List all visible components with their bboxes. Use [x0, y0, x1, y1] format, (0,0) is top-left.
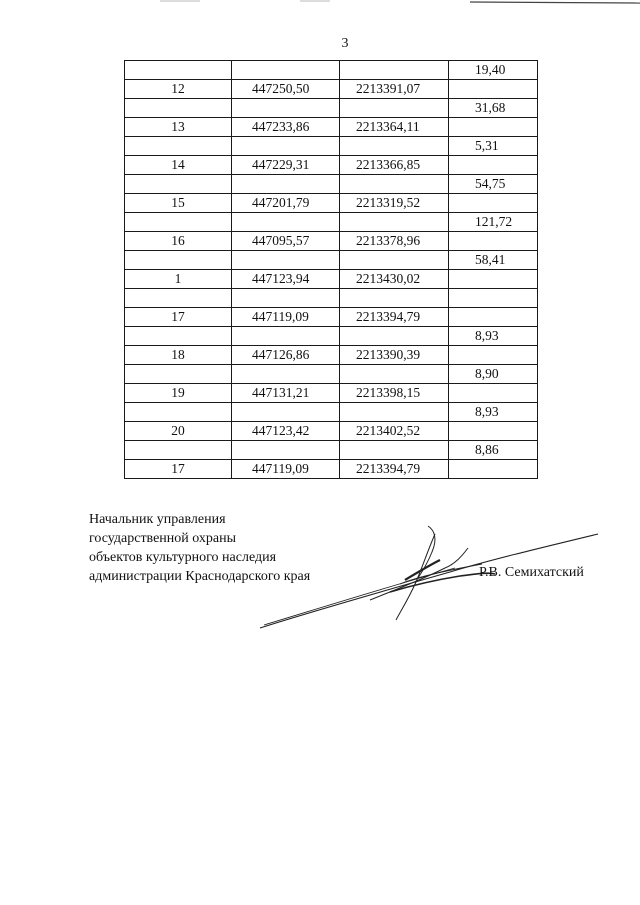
distance-cell: [449, 308, 538, 327]
point-number-cell: [125, 213, 232, 232]
distance-cell: 31,68: [449, 99, 538, 118]
distance-cell: [449, 422, 538, 441]
distance-cell: 58,41: [449, 251, 538, 270]
point-number-cell: 19: [125, 384, 232, 403]
table-row: [125, 194, 538, 213]
y-coordinate-cell: 2213364,11: [340, 118, 449, 137]
x-coordinate-cell: 447131,21: [232, 384, 340, 403]
position-line: администрации Краснодарского края: [89, 569, 311, 584]
coordinates-table: [124, 60, 538, 479]
distance-cell: 8,93: [449, 403, 538, 422]
point-number-cell: [125, 251, 232, 270]
distance-cell: 19,40: [449, 61, 538, 80]
point-number-cell: [125, 441, 232, 460]
table-row: [125, 441, 538, 460]
table-row: [125, 327, 538, 346]
distance-cell: 121,72: [449, 213, 538, 232]
distance-cell: 8,86: [449, 441, 538, 460]
point-number-cell: 13: [125, 118, 232, 137]
x-coordinate-cell: 447123,94: [232, 270, 340, 289]
x-coordinate-cell: 447095,57: [232, 232, 340, 251]
distance-cell: [449, 156, 538, 175]
y-coordinate-cell: 2213391,07: [340, 80, 449, 99]
page-number: 3: [341, 36, 349, 51]
signer-name: Р.В. Семихатский: [479, 565, 584, 580]
point-number-cell: [125, 61, 232, 80]
x-coordinate-cell: [232, 403, 340, 422]
x-coordinate-cell: [232, 61, 340, 80]
x-coordinate-cell: 447250,50: [232, 80, 340, 99]
table-row: [125, 156, 538, 175]
y-coordinate-cell: [340, 61, 449, 80]
table-row: [125, 270, 538, 289]
x-coordinate-cell: [232, 137, 340, 156]
position-line: Начальник управления: [89, 512, 226, 527]
y-coordinate-cell: [340, 365, 449, 384]
y-coordinate-cell: [340, 441, 449, 460]
distance-cell: [449, 118, 538, 137]
table-row: [125, 118, 538, 137]
x-coordinate-cell: [232, 365, 340, 384]
point-number-cell: [125, 175, 232, 194]
point-number-cell: [125, 99, 232, 118]
y-coordinate-cell: 2213402,52: [340, 422, 449, 441]
scan-artifact-marks: [0, 0, 640, 12]
point-number-cell: 16: [125, 232, 232, 251]
point-number-cell: 20: [125, 422, 232, 441]
y-coordinate-cell: [340, 213, 449, 232]
table-row: [125, 384, 538, 403]
y-coordinate-cell: 2213390,39: [340, 346, 449, 365]
table-row: [125, 175, 538, 194]
table-row: [125, 422, 538, 441]
x-coordinate-cell: 447126,86: [232, 346, 340, 365]
y-coordinate-cell: [340, 175, 449, 194]
table-row: [125, 460, 538, 479]
point-number-cell: 14: [125, 156, 232, 175]
table-row: [125, 80, 538, 99]
table-row: [125, 346, 538, 365]
x-coordinate-cell: 447123,42: [232, 422, 340, 441]
point-number-cell: 15: [125, 194, 232, 213]
x-coordinate-cell: [232, 175, 340, 194]
point-number-cell: 12: [125, 80, 232, 99]
point-number-cell: 1: [125, 270, 232, 289]
y-coordinate-cell: 2213319,52: [340, 194, 449, 213]
table-row: [125, 213, 538, 232]
y-coordinate-cell: 2213366,85: [340, 156, 449, 175]
y-coordinate-cell: 2213430,02: [340, 270, 449, 289]
x-coordinate-cell: 447229,31: [232, 156, 340, 175]
point-number-cell: [125, 365, 232, 384]
y-coordinate-cell: [340, 251, 449, 270]
table-row: [125, 137, 538, 156]
distance-cell: 5,31: [449, 137, 538, 156]
y-coordinate-cell: [340, 289, 449, 308]
y-coordinate-cell: [340, 137, 449, 156]
position-line: государственной охраны: [89, 531, 237, 546]
y-coordinate-cell: 2213378,96: [340, 232, 449, 251]
point-number-cell: 18: [125, 346, 232, 365]
table-row: [125, 61, 538, 80]
x-coordinate-cell: [232, 251, 340, 270]
table-row: [125, 403, 538, 422]
distance-cell: [449, 289, 538, 308]
x-coordinate-cell: [232, 327, 340, 346]
distance-cell: [449, 270, 538, 289]
x-coordinate-cell: [232, 213, 340, 232]
distance-cell: [449, 194, 538, 213]
y-coordinate-cell: 2213394,79: [340, 460, 449, 479]
point-number-cell: [125, 137, 232, 156]
distance-cell: [449, 346, 538, 365]
table-row: [125, 365, 538, 384]
y-coordinate-cell: 2213394,79: [340, 308, 449, 327]
x-coordinate-cell: 447201,79: [232, 194, 340, 213]
y-coordinate-cell: 2213398,15: [340, 384, 449, 403]
table-row: [125, 308, 538, 327]
table-row: [125, 289, 538, 308]
point-number-cell: 17: [125, 308, 232, 327]
x-coordinate-cell: 447233,86: [232, 118, 340, 137]
distance-cell: [449, 80, 538, 99]
distance-cell: [449, 232, 538, 251]
point-number-cell: [125, 289, 232, 308]
table-row: [125, 99, 538, 118]
position-line: объектов культурного наследия: [89, 550, 277, 565]
point-number-cell: [125, 327, 232, 346]
distance-cell: 8,90: [449, 365, 538, 384]
y-coordinate-cell: [340, 403, 449, 422]
coordinates-table-body: [125, 61, 538, 479]
x-coordinate-cell: 447119,09: [232, 460, 340, 479]
distance-cell: 8,93: [449, 327, 538, 346]
x-coordinate-cell: [232, 441, 340, 460]
x-coordinate-cell: [232, 99, 340, 118]
point-number-cell: 17: [125, 460, 232, 479]
distance-cell: [449, 384, 538, 403]
table-row: [125, 251, 538, 270]
table-row: [125, 232, 538, 251]
x-coordinate-cell: 447119,09: [232, 308, 340, 327]
distance-cell: 54,75: [449, 175, 538, 194]
point-number-cell: [125, 403, 232, 422]
y-coordinate-cell: [340, 99, 449, 118]
x-coordinate-cell: [232, 289, 340, 308]
y-coordinate-cell: [340, 327, 449, 346]
distance-cell: [449, 460, 538, 479]
